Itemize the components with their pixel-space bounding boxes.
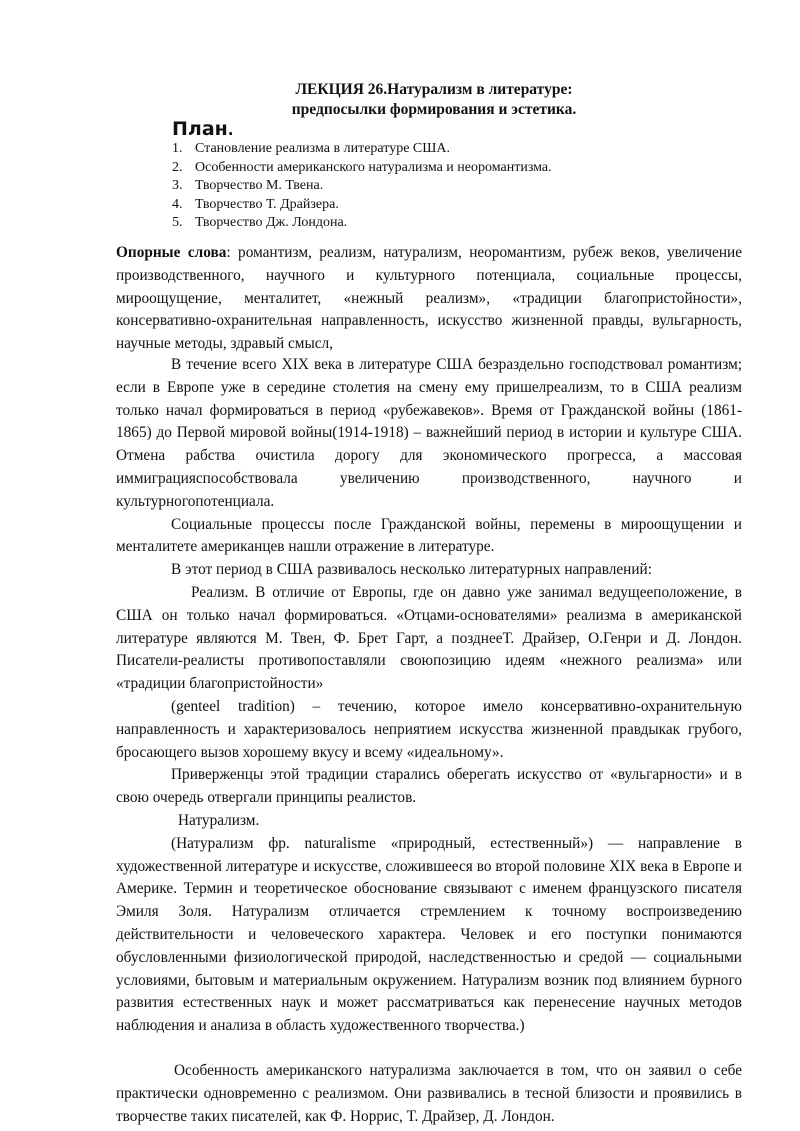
plan-item: 5. Творчество Дж. Лондона. <box>172 215 348 230</box>
keywords-paragraph: Опорные слова: романтизм, реализм, натурализм, неоромантизм, рубеж веков, увеличение производственного, научного и культурного потенциала, социальные процессы, мироощущение, менталитет, «нежный реализм», «традиции благопристойности», консервативно-охранительная направленность, искусство жизненной правды, вульгарность, научные методы, здравый смысл, <box>116 244 742 353</box>
lecture-title <box>0 80 800 120</box>
title-line-2: предпосылки формирования и эстетика. <box>291 101 577 118</box>
paragraph: (Натурализм фр. naturalisme «природный, естественный») — направление в художественной литературе и искусстве, сложившееся во второй половине XIX века в Европе и Америке. Термин и теоретическое обоснование связывают с именем французского писателя Эмиля Золя. Натурализм отличается стремлением к точному воспроизведению действительности и человеческого характера. Человек и его поступки понимаются обусловленными физиологической природой, наследственностью и средой — социальными условиями, бытовым и материальным окружением. Натурализм возник под влиянием бурного развития естественных наук и может рассматриваться как перенесение научных методов наблюдения и анализа в область художественного творчества.) <box>116 834 742 1035</box>
plan-item: 1. Становление реализма в литературе США. <box>172 141 450 156</box>
paragraph: В течение всего XIX века в литературе США безраздельно господствовал романтизм; если в Европе уже в середине столетия на смену ему пришелреализм, то в США реализм только начал формироваться в период «рубежавеков». Время от Гражданской войны (1861-1865) до Первой мировой войны(1914-1918) – важнейший период в истории и культуре США. Отмена рабства очистила дорогу для экономического прогресса, а массовая иммиграцияспособствовала увеличению производственного, научного и культурногопотенциала. <box>116 356 742 510</box>
paragraph: Реализм. В отличие от Европы, где он давно уже занимал ведущееположение, в США он только начал формироваться. «Отцами-основателями» реализма в американской литературе являются М. Твен, Ф. Брет Гарт, а позднееТ. Драйзер, О.Генри и Д. Лондон. Писатели-реалисты противопоставляли своюпозицию идеям «нежного реализма» или «традиции благопристойности» <box>116 583 742 693</box>
paragraph: Приверженцы этой традиции старались оберегать искусство от «вульгарности» и в свою очередь отвергали принципы реалистов. <box>116 766 742 807</box>
paragraph: Особенность американского натурализма заключается в том, что он заявил о себе практически одновременно с реализмом. Они развивались в тесной близости и проявились в творчестве таких писателей, как Ф. Норрис, Т. Драйзер, Д. Лондон. <box>116 1061 742 1125</box>
plan-list <box>172 140 552 233</box>
plan-heading: План. <box>172 118 234 140</box>
main-text <box>116 354 742 1128</box>
plan-item: 2. Особенности американского натурализма и неоромантизма. <box>172 159 552 175</box>
paragraph-heading: Натурализм. <box>178 811 260 829</box>
paragraph: В этот период в США развивалось несколько литературных направлений: <box>171 561 652 579</box>
plan-item: 4. Творчество Т. Драйзера. <box>172 196 339 212</box>
plan-item: 3. Творчество М. Твена. <box>172 178 324 193</box>
paragraph: Социальные процессы после Гражданской войны, перемены в мироощущении и менталитете американцев нашли отражение в литературе. <box>116 515 742 556</box>
title-line-1: ЛЕКЦИЯ 26.Натурализм в литературе: <box>295 81 573 98</box>
paragraph: (genteel tradition) – течению, которое имело консервативно-охранительную направленность и характеризовалось неприятием искусства жизненной правдыкак грубого, бросающего вызов хорошему вкусу и всему «идеальному». <box>116 697 742 761</box>
